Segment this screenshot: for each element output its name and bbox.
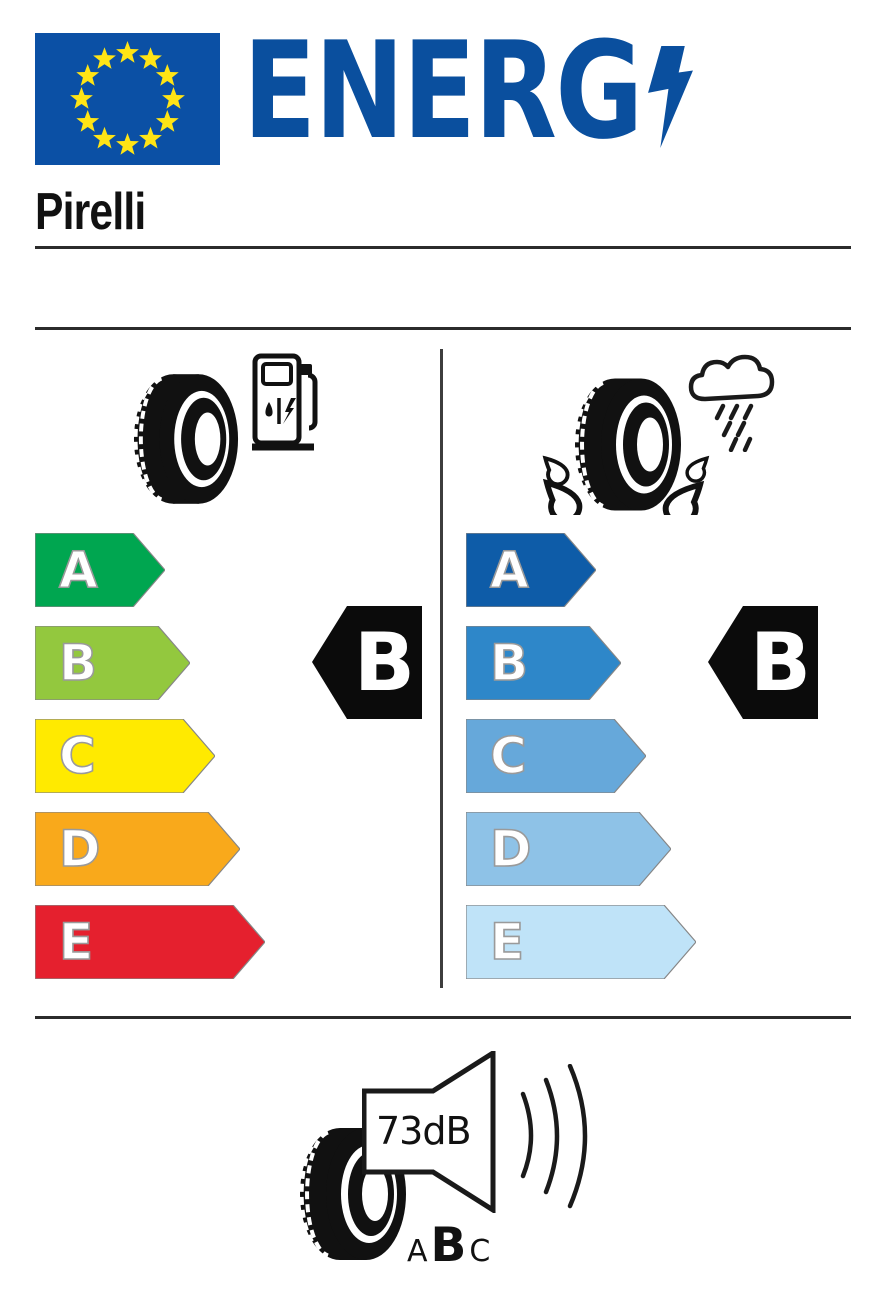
fuel-tire-icon: [132, 372, 240, 506]
fuel-efficiency-rating: B: [354, 616, 415, 709]
noise-grade-scale: [407, 1218, 490, 1273]
energ-logo-text: ENERG: [243, 13, 642, 169]
wet-grip-scale: [466, 533, 696, 998]
column-divider: [440, 349, 443, 988]
fuel-class-label: A: [59, 541, 98, 599]
fuel-class-row-e: [35, 905, 265, 979]
wet-class-label: E: [490, 913, 525, 971]
fuel-class-row-d: [35, 812, 265, 886]
sound-waves-icon: [515, 1064, 605, 1209]
noise-grade-a: A: [407, 1234, 428, 1269]
fuel-class-row-c: [35, 719, 265, 793]
wet-class-label: D: [490, 820, 532, 878]
fuel-efficiency-scale: [35, 533, 265, 998]
brand-name: Pirelli: [35, 183, 146, 241]
wet-class-row-d: [466, 812, 696, 886]
fuel-class-row-b: [35, 626, 265, 700]
splash-drop-icon: [545, 458, 567, 484]
fuel-class-label: C: [59, 727, 96, 785]
fuel-class-label: B: [59, 634, 98, 692]
fuel-class-row-a: [35, 533, 265, 607]
fuel-efficiency-rating-badge: [312, 606, 422, 719]
noise-grade-c: C: [469, 1234, 491, 1269]
splash-drop-icon: [547, 483, 580, 515]
splash-drop-icon: [687, 458, 707, 481]
wet-class-label: C: [490, 727, 527, 785]
wet-class-label: B: [490, 634, 529, 692]
eu-flag: [35, 33, 220, 165]
wet-class-row-e: [466, 905, 696, 979]
fuel-class-label: D: [59, 820, 101, 878]
wet-class-row-c: [466, 719, 696, 793]
wet-grip-rating: B: [750, 616, 811, 709]
noise-grade-b-selected: B: [430, 1218, 467, 1273]
separator-line-bottom: [35, 1016, 851, 1019]
fuel-class-label: E: [59, 913, 94, 971]
wet-class-label: A: [490, 541, 529, 599]
separator-line-middle: [35, 327, 851, 330]
wet-class-row-a: [466, 533, 696, 607]
wet-class-row-b: [466, 626, 696, 700]
rain-cloud-icon: [683, 352, 780, 452]
lightning-bolt-icon: [648, 46, 693, 148]
fuel-pump-icon: [252, 353, 320, 451]
noise-value: 73dB: [376, 1109, 471, 1153]
splash-drop-icon: [666, 485, 700, 515]
separator-line-top: [35, 246, 851, 249]
wet-grip-rating-badge: [708, 606, 818, 719]
